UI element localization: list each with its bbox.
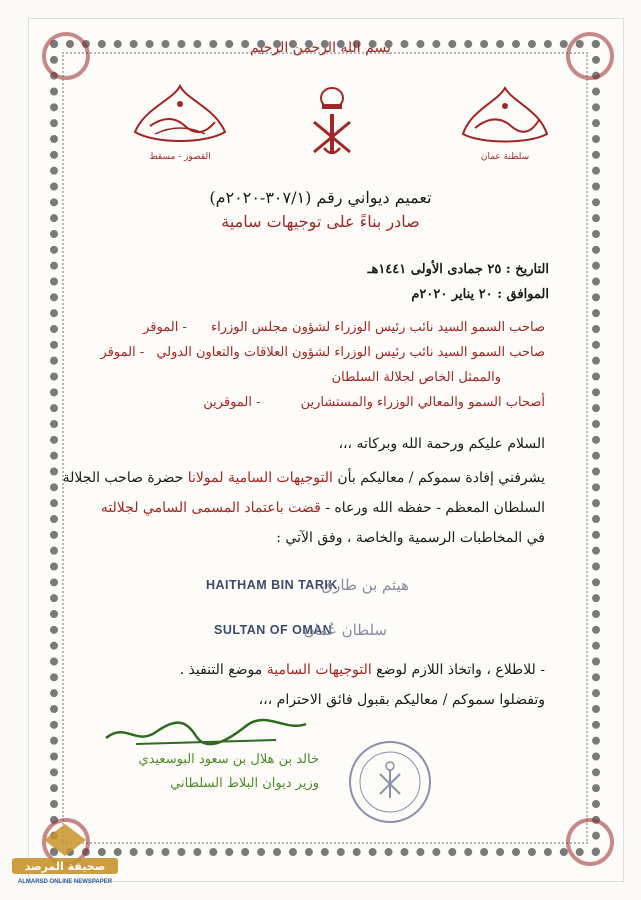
recipient-text: صاحب السمو السيد نائب رئيس الوزراء لشؤون العلاقات والتعاون الدولي <box>156 345 545 360</box>
body-paragraph-line: في المخاطبات الرسمية والخاصة ، وفق الآتي : <box>276 530 545 546</box>
recipient-text: والممثل الخاص لجلالة السلطان <box>331 370 501 385</box>
hijri-date: التاريخ : ٢٥ جمادى الأولى ١٤٤١هـ <box>367 262 549 277</box>
body-paragraph-line <box>101 500 545 516</box>
left-logo-caption: القصور - مسقط <box>149 152 211 162</box>
calligraphy-emblem-icon <box>455 82 555 152</box>
recipient-text: أصحاب السمو والمعالي الوزراء والمستشارين <box>300 395 545 410</box>
recipient-line <box>332 370 501 385</box>
circular-number: تعميم ديواني رقم (٣٠٧/١-٢٠٢٠م) <box>209 188 432 207</box>
closing-line <box>180 662 545 678</box>
closing-text: موضع التنفيذ . <box>179 662 263 678</box>
corner-ornament <box>566 818 614 866</box>
body-text-highlight: التوجيهات السامية لمولانا <box>187 470 333 486</box>
closing-text-highlight: التوجيهات السامية <box>266 662 372 678</box>
body-text: السلطان المعظم - حفظه الله ورعاه - <box>325 500 545 516</box>
sultan-title-arabic: سلطان عُمان <box>303 621 387 639</box>
sultan-title-english: SULTAN OF OMAN <box>214 623 333 637</box>
basmala: بسم الله الرحمن الرحيم <box>250 40 391 56</box>
oman-emblem-icon <box>302 82 362 162</box>
circular-subtitle: صادر بناءً على توجيهات سامية <box>221 212 420 231</box>
calligraphy-emblem-icon <box>125 82 235 152</box>
closing-text: - للاطلاع ، واتخاذ اللازم لوضع <box>376 662 545 678</box>
gregorian-date: الموافق : ٢٠ يناير ٢٠٢٠م <box>411 287 549 302</box>
svg-text:ALMARSD ONLINE NEWSPAPER: ALMARSD ONLINE NEWSPAPER <box>17 879 113 885</box>
watermark-emblem-icon <box>6 820 124 886</box>
right-logo-caption: سلطنة عمان <box>480 152 530 162</box>
body-paragraph-line <box>63 470 545 486</box>
recipient-line <box>100 345 545 360</box>
left-calligraphy-logo <box>120 82 240 162</box>
recipient-honorific: - الموقر <box>143 320 187 335</box>
recipient-honorific: - الموقرين <box>203 395 261 410</box>
body-text: يشرفني إفادة سموكم / معاليكم بأن <box>337 470 545 486</box>
body-text: حضرة صاحب الجلالة <box>62 470 184 486</box>
newspaper-watermark-logo <box>6 820 124 886</box>
recipient-line <box>143 320 545 335</box>
body-text-highlight: قضت باعتماد المسمى السامي لجلالته <box>100 500 321 516</box>
sultan-name-arabic: هيثم بن طارق <box>321 576 409 594</box>
signatory-position: وزير ديوان البلاط السلطاني <box>170 776 319 791</box>
recipient-honorific: - الموقر <box>100 345 145 360</box>
closing-line: وتفضلوا سموكم / معاليكم بقبول فائق الاحترام ،،، <box>258 692 545 708</box>
right-calligraphy-logo <box>450 82 560 162</box>
recipient-text: صاحب السمو السيد نائب رئيس الوزراء لشؤون مجلس الوزراء <box>210 320 545 335</box>
official-stamp-icon <box>346 738 434 826</box>
sultan-name-english: HAITHAM BIN TARIK <box>206 578 338 592</box>
signatory-name: خالد بن هلال بن سعود البوسعيدي <box>138 752 319 767</box>
recipient-line <box>203 395 545 410</box>
handwritten-signature-icon <box>96 712 316 752</box>
svg-text:صحيفة المرصد: صحيفة المرصد <box>24 860 106 873</box>
greeting: السلام عليكم ورحمة الله وبركاته ،،، <box>338 436 545 452</box>
